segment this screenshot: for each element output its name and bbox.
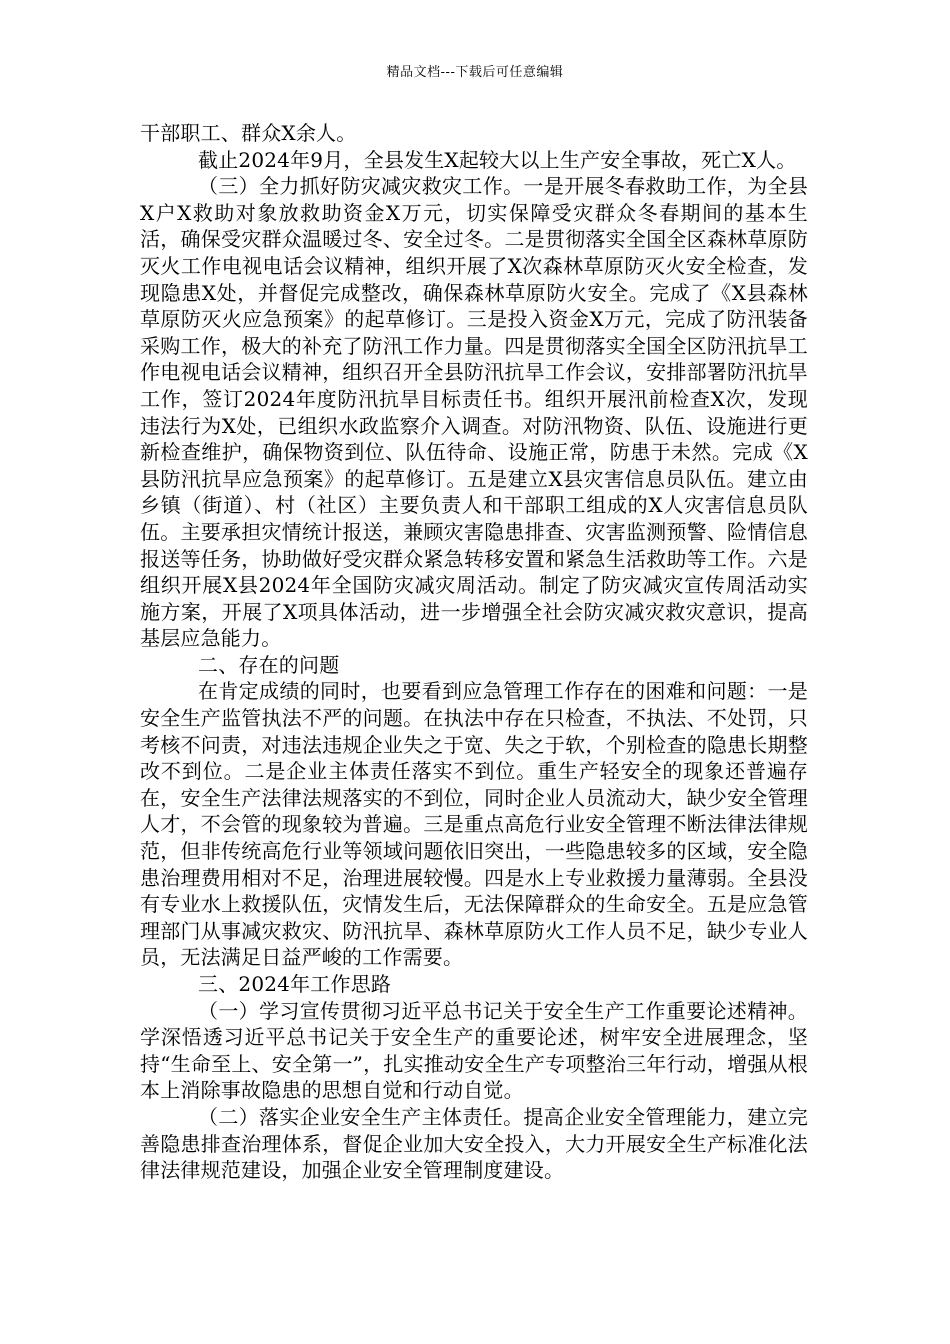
paragraph-accident-statistics: 截止2024年9月，全县发生X起较大以上生产安全事故，死亡X人。 [198, 147, 797, 172]
paragraph-problems: 在肯定成绩的同时，也要看到应急管理工作存在的困难和问题：一是安全生产监管执法不严的问题。在执法中存在只检查，不执法、不处罚，只考核不问责，对违法违规企业失之于宽、失之于软，个别检查的隐患长期整改不到位。二是企业主体责任落实不到位。重生产轻安全的现象还普遍存在，安全生产法律法规落实的不到位，同时企业人员流动大，缺少安全管理人才，不会管的现象较为普遍。三是重点高危行业安全管理不断法律法律规范，但非传统高危行业等领域问题依旧突出，一些隐患较多的区域，安全隐患治理费用相对不足，治理进展较慢。四是水上专业救援力量薄弱。全县没有专业水上救援队伍，灾情发生后，无法保障群众的生命安全。五是应急管理部门从事减灾救灾、防汛抗旱、森林草原防火工作人员不足，缺少专业人员，无法满足日益严峻的工作需要。 [140, 679, 808, 970]
paragraph-disaster-relief: （三）全力抓好防灾减灾救灾工作。一是开展冬春救助工作，为全县X户X救助对象放救助资金X万元，切实保障受灾群众冬春期间的基本生活，确保受灾群众温暖过冬、安全过冬。二是贯彻落实全国全区森林草原防灭火工作电视电话会议精神，组织开展了X次森林草原防灭火安全检查，发现隐患X处，并督促完成整改，确保森林草原防火安全。完成了《X县森林草原防灭火应急预案》的起草修订。三是投入资金X万元，完成了防汛装备采购工作，极大的补充了防汛工作力量。四是贯彻落实全国全区防汛抗旱工作电视电话会议精神，组织召开全县防汛抗旱工作会议，安排部署防汛抗旱工作，签订2024年度防汛抗旱目标责任书。组织开展汛前检查X次，发现违法行为X处，已组织水政监察介入调查。对防汛物资、队伍、设施进行更新检查维护，确保物资到位、队伍待命、设施正常，防患于未然。完成《X县防汛抗旱应急预案》的起草修订。五是建立X县灾害信息员队伍。建立由乡镇（街道）、村（社区）主要负责人和干部职工组成的X人灾害信息员队伍。主要承担灾情统计报送，兼顾灾害隐患排查、灾害监测预警、险情信息报送等任务，协助做好受灾群众紧急转移安置和紧急生活救助等工作。六是组织开展X县2024年全国防灾减灾周活动。制定了防灾减灾宣传周活动实施方案，开展了X项具体活动，进一步增强全社会防灾减灾救灾意识，提高基层应急能力。 [140, 174, 808, 651]
page-header: 精品文档---下载后可任意编辑 [386, 65, 564, 80]
section-heading-work-plan: 三、2024年工作思路 [198, 972, 392, 996]
section-heading-problems: 二、存在的问题 [198, 652, 340, 677]
paragraph-study-speech: （一）学习宣传贯彻习近平总书记关于安全生产工作重要论述精神。学深悟透习近平总书记关于安全生产的重要论述，树牢安全进展理念，坚持“生命至上、安全第一”，扎实推动安全生产专项整治三年行动，增强从根本上消除事故隐患的思想自觉和行动自觉。 [140, 998, 808, 1103]
paragraph-continuation: 干部职工、群众X余人。 [140, 121, 357, 145]
paragraph-enterprise-responsibility: （二）落实企业安全生产主体责任。提高企业安全管理能力，建立完善隐患排查治理体系，督促企业加大安全投入，大力开展安全生产标准化法律法律规范建设，加强企业安全管理制度建设。 [140, 1104, 808, 1183]
document-body [140, 120, 808, 1184]
